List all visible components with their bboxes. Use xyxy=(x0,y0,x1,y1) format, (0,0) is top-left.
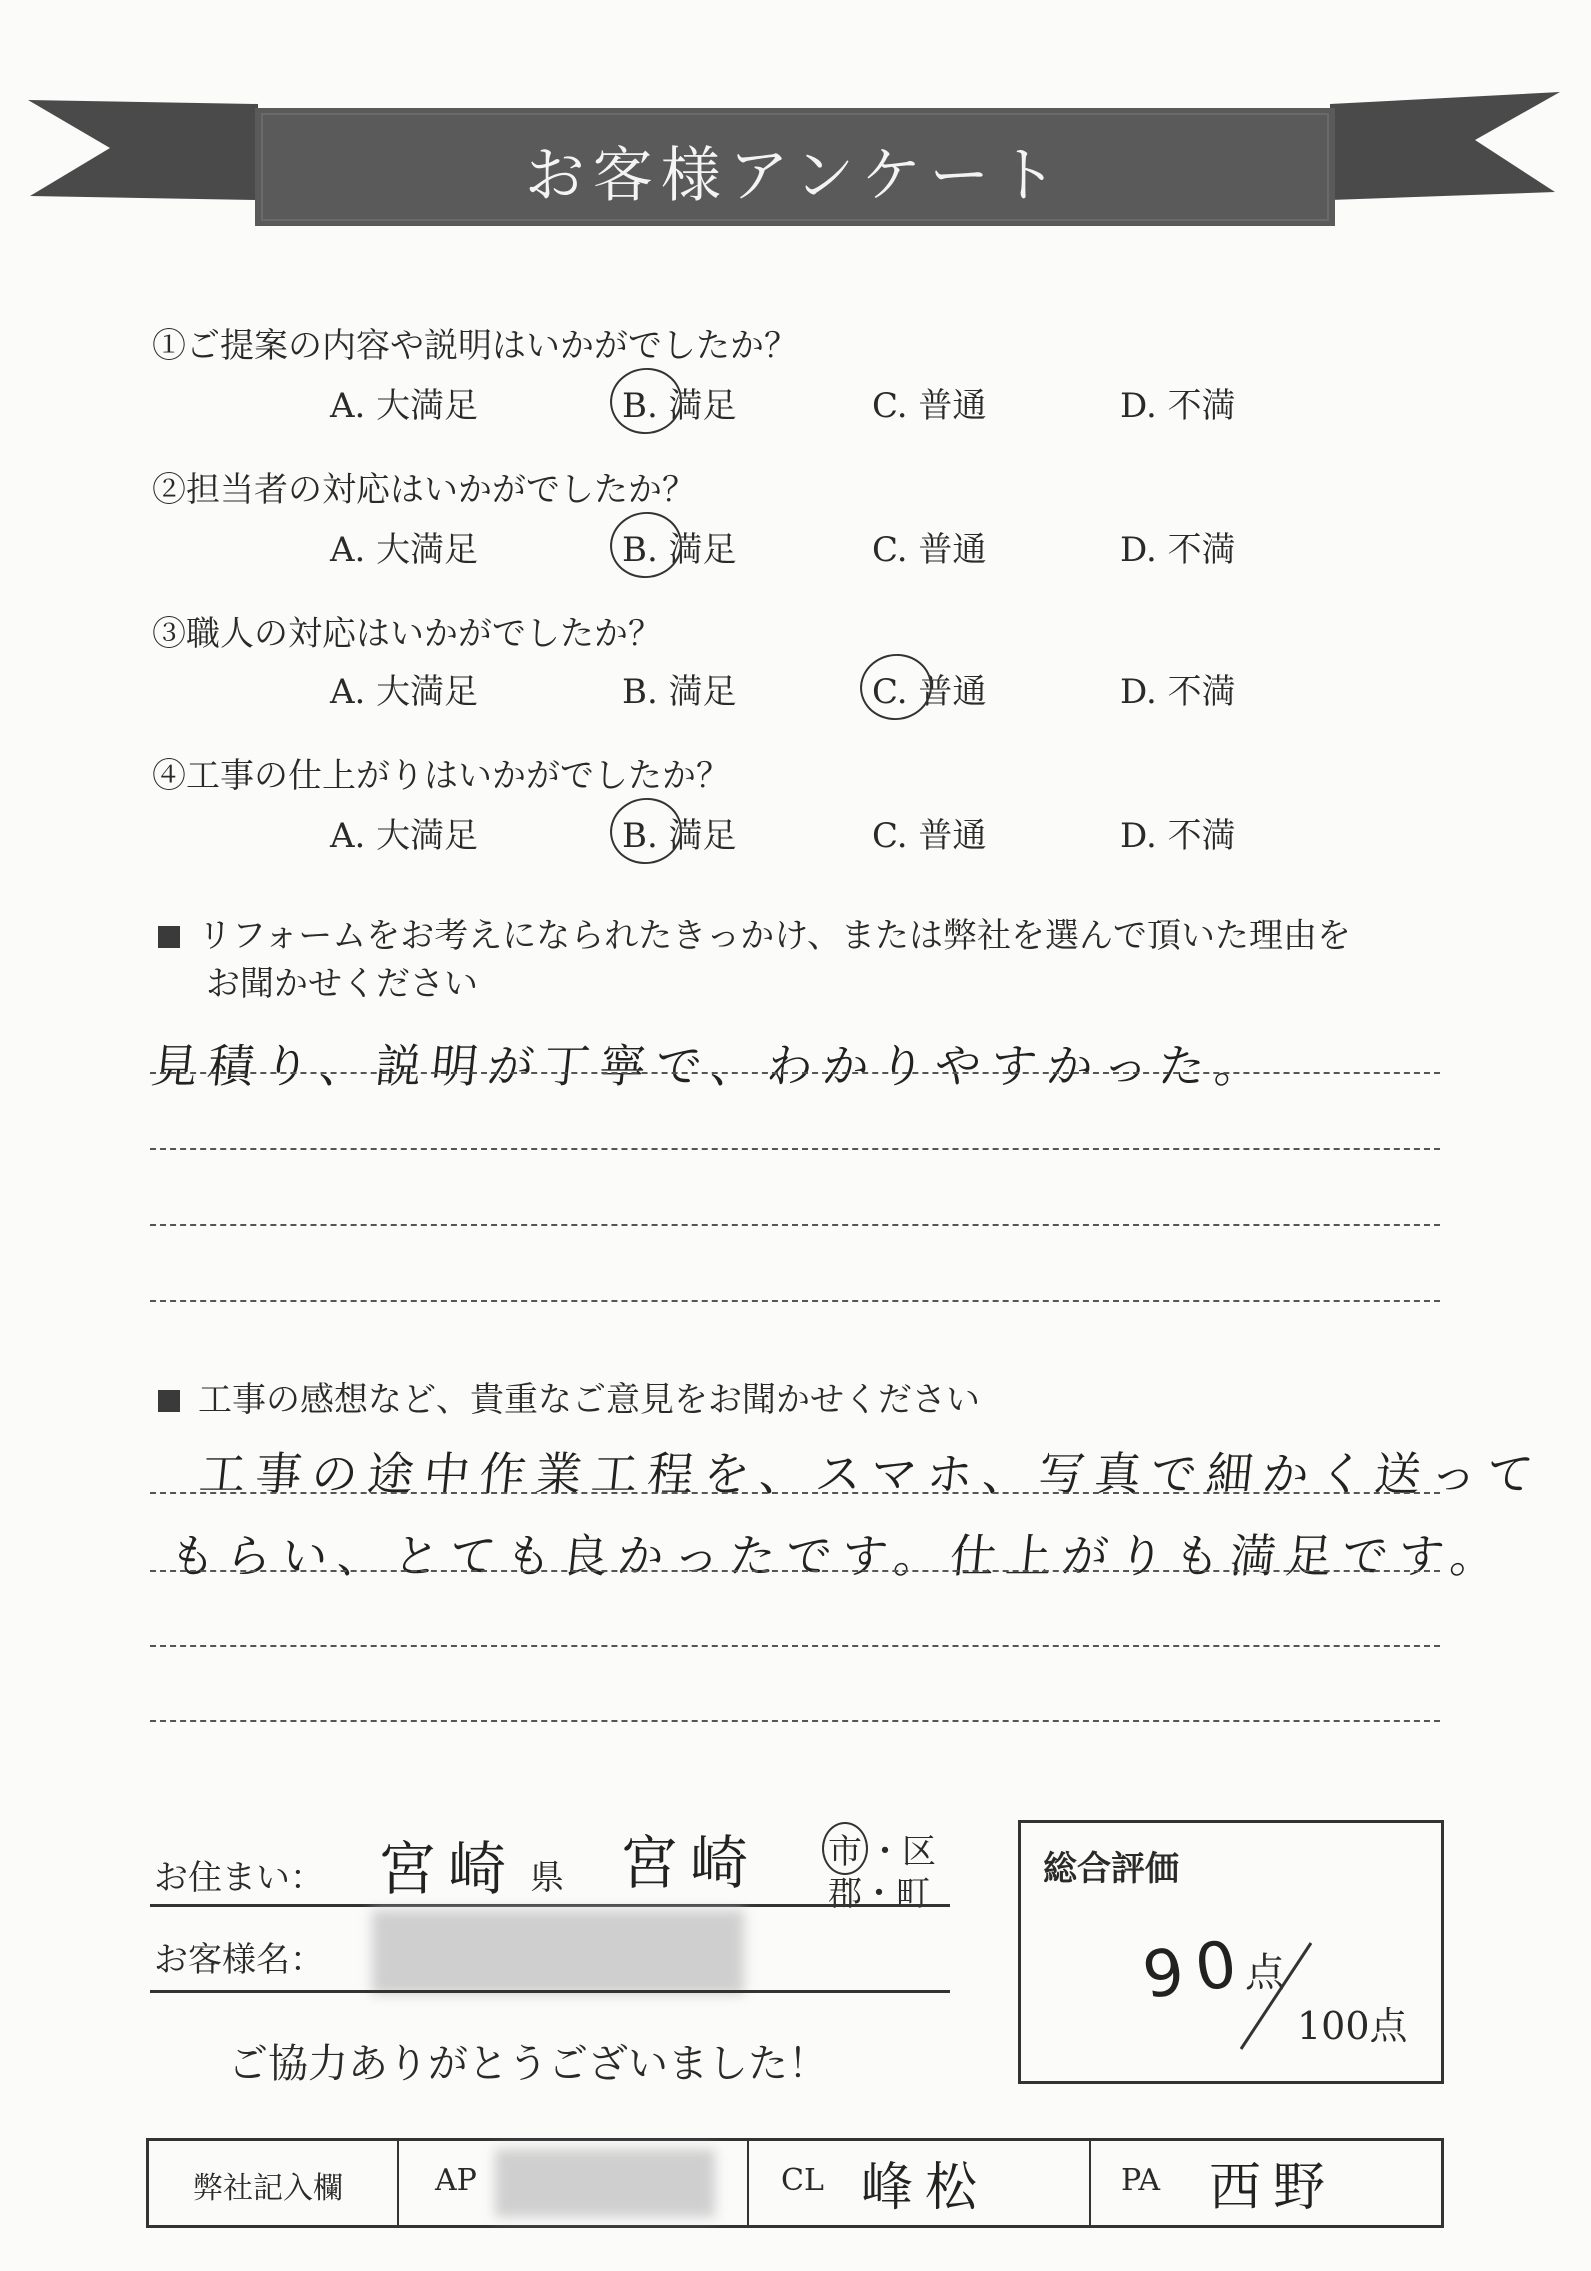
q2-option-b-label: B. 満足 xyxy=(622,530,737,570)
question-1-text: ①ご提案の内容や説明はいかがでしたか？ xyxy=(152,326,798,366)
table-divider xyxy=(1089,2141,1091,2225)
selection-circle xyxy=(606,363,686,438)
q4-option-b[interactable] xyxy=(622,808,737,857)
q1-option-b[interactable] xyxy=(622,378,737,427)
q3-option-c-label: C. 普通 xyxy=(872,672,987,712)
answer-line xyxy=(150,1072,1440,1074)
rating-unit: 点 xyxy=(1245,1950,1285,1996)
reason-heading: リフォームをお考えになられたきっかけ、または弊社を選んで頂いた理由を お聞かせください xyxy=(158,912,1351,1008)
selection-circle xyxy=(606,507,686,582)
address-prefecture[interactable]: 宮崎 xyxy=(378,1835,519,1903)
q4-option-d[interactable]: D. 不満 xyxy=(1120,816,1236,856)
customer-name-label: お客様名： xyxy=(154,1940,324,1980)
table-divider xyxy=(397,2141,399,2225)
q4-option-c[interactable]: C. 普通 xyxy=(872,816,987,856)
q3-option-a[interactable]: A. 大満足 xyxy=(330,672,479,712)
answer-line xyxy=(150,1224,1440,1226)
q4-option-b-label: B. 満足 xyxy=(622,816,737,856)
address-city[interactable]: 宮崎 xyxy=(620,1829,761,1897)
cl-label: CL xyxy=(781,2163,824,2198)
rating-box xyxy=(1018,1820,1444,2084)
q3-option-b[interactable]: B. 満足 xyxy=(622,672,737,712)
q2-option-a[interactable]: A. 大満足 xyxy=(330,530,479,570)
cl-value[interactable]: 峰松 xyxy=(861,2158,990,2218)
rating-label: 総合評価 xyxy=(1043,1849,1179,1889)
answer-line xyxy=(150,1570,1440,1572)
redacted-ap xyxy=(495,2149,715,2217)
q2-option-d[interactable]: D. 不満 xyxy=(1120,530,1236,570)
prefecture-suffix: 県 xyxy=(530,1858,564,1898)
q3-option-c[interactable] xyxy=(872,664,986,713)
q1-option-b-label: B. 満足 xyxy=(622,386,737,426)
q3-option-d[interactable]: D. 不満 xyxy=(1120,672,1236,712)
q2-option-c[interactable]: C. 普通 xyxy=(872,530,987,570)
q2-option-b[interactable] xyxy=(622,522,737,571)
answer-line xyxy=(150,1300,1440,1302)
selection-circle xyxy=(606,793,686,868)
address-label: お住まい： xyxy=(154,1858,324,1898)
ap-label: AP xyxy=(435,2163,477,2198)
answer-line xyxy=(150,1720,1440,1722)
city-marker: 市 ・区 xyxy=(822,1822,936,1875)
table-divider xyxy=(747,2141,749,2225)
reason-answer[interactable]: 見積り、説明が丁寧で、わかりやすかった。 xyxy=(148,1039,1274,1093)
answer-line xyxy=(150,1645,1440,1647)
q1-option-a[interactable]: A. 大満足 xyxy=(330,386,479,426)
answer-line xyxy=(150,1492,1440,1494)
rating-max: 100点 xyxy=(1297,2004,1408,2048)
answer-line xyxy=(150,1148,1440,1150)
thanks-message: ご協力ありがとうございました！ xyxy=(228,2041,828,2087)
q1-option-d[interactable]: D. 不満 xyxy=(1120,386,1236,426)
gun-cho-marker: 郡・町 xyxy=(828,1874,930,1914)
redacted-name xyxy=(372,1910,744,1994)
question-4-text: ④工事の仕上がりはいかがでしたか？ xyxy=(152,756,730,796)
bullet-square-icon xyxy=(158,1390,180,1412)
bullet-square-icon xyxy=(158,926,180,948)
office-use-table xyxy=(146,2138,1444,2228)
rating-score[interactable]: 90 xyxy=(1138,1926,1254,2014)
address-underline xyxy=(150,1904,950,1907)
question-3-text: ③職人の対応はいかがでしたか？ xyxy=(152,614,662,654)
impression-heading: 工事の感想など、貴重なご意見をお聞かせください xyxy=(158,1376,980,1424)
question-2-text: ②担当者の対応はいかがでしたか？ xyxy=(152,470,696,510)
customer-underline xyxy=(150,1990,950,1993)
q1-option-c[interactable]: C. 普通 xyxy=(872,386,987,426)
impression-answer-line1[interactable]: 工事の途中作業工程を、スマホ、写真で細かく送って xyxy=(196,1447,1546,1501)
q4-option-a[interactable]: A. 大満足 xyxy=(330,816,479,856)
pa-label: PA xyxy=(1121,2163,1161,2198)
office-use-label: 弊社記入欄 xyxy=(193,2171,343,2206)
page-title: お客様アンケート xyxy=(524,141,1066,211)
selection-circle xyxy=(856,649,936,724)
impression-answer-line2[interactable]: もらい、とても良かったです。仕上がりも満足です。 xyxy=(166,1529,1510,1583)
pa-value[interactable]: 西野 xyxy=(1209,2158,1338,2218)
city-circle: 市 xyxy=(822,1822,868,1875)
